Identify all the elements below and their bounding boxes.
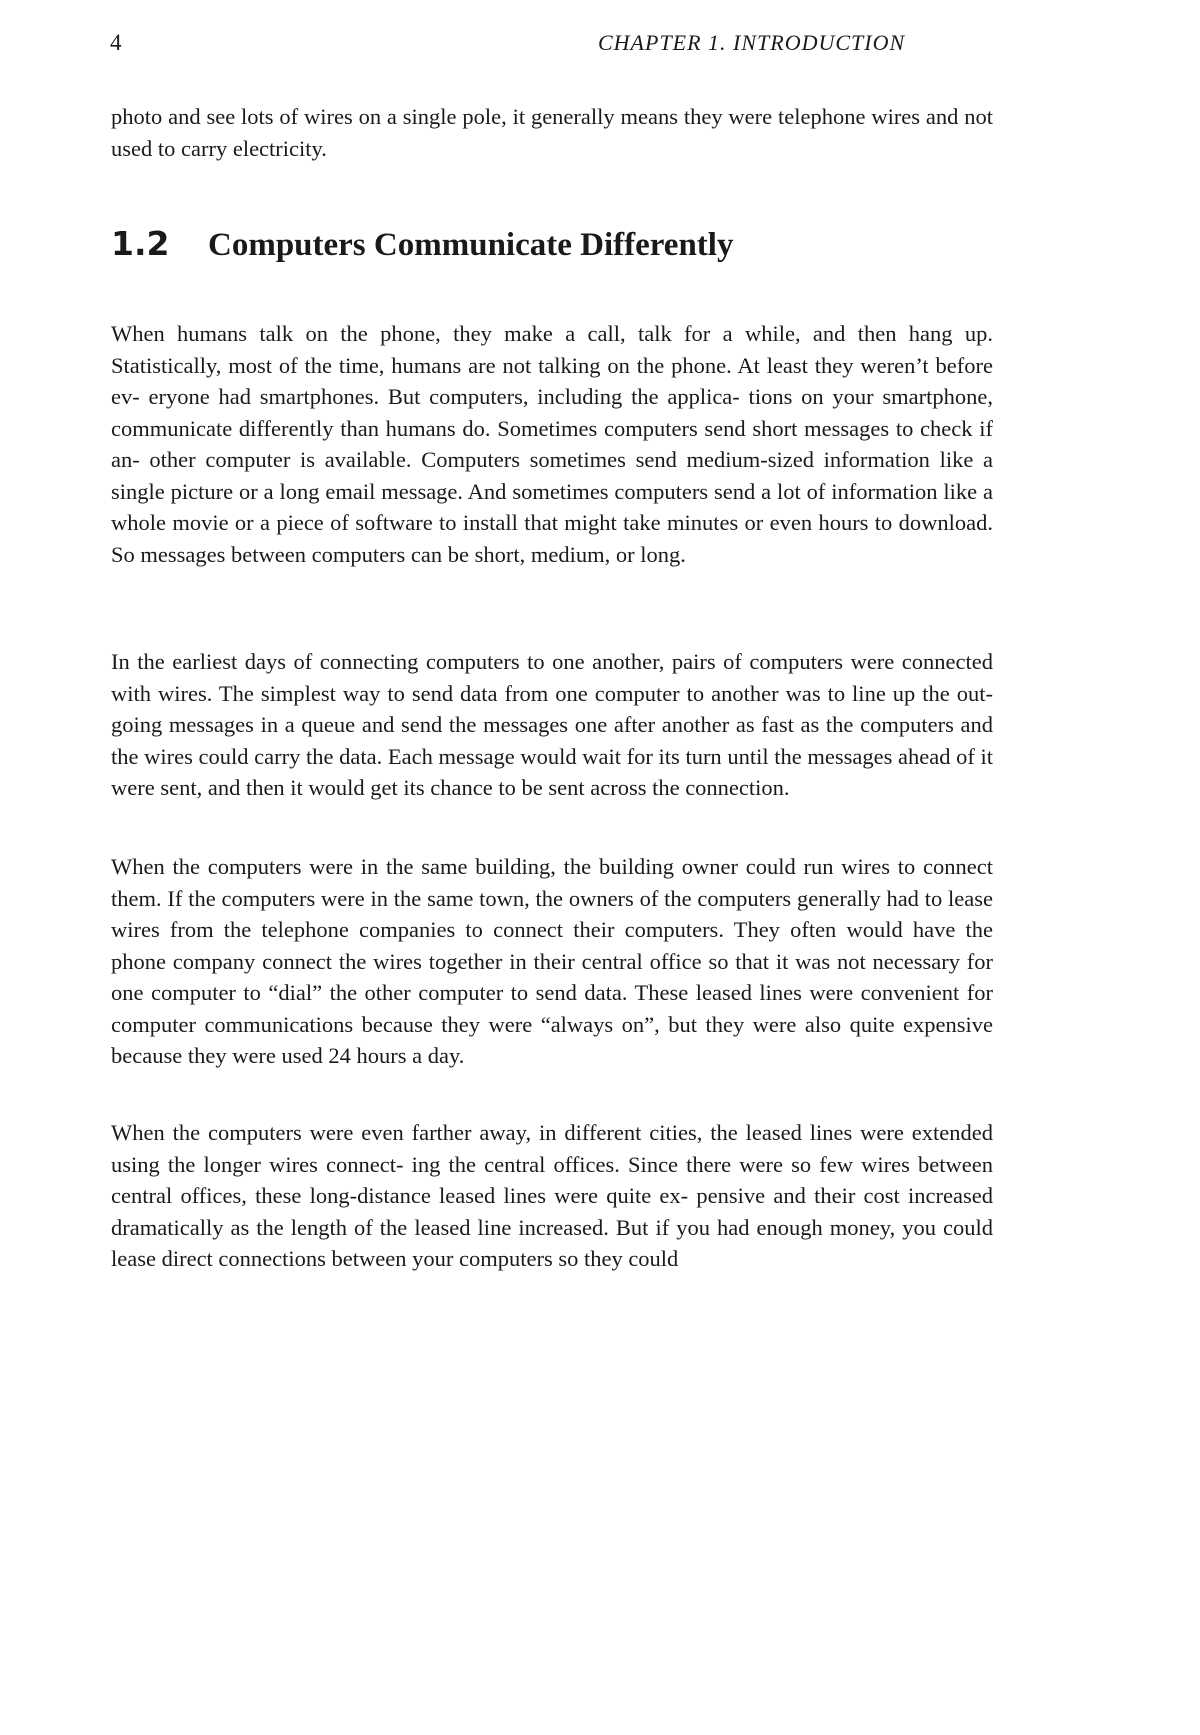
section-number: 1.2 xyxy=(111,224,170,263)
paragraph-earliest-days: In the earliest days of connecting computers to one another, pairs of computers were connected with wires. The simplest way to send data from one computer to another was to line up the out- going messages in a queue and send the messages one after another as fast as the computers and the wires could carry the data. Each message would wait for its turn until the messages ahead of it were sent, and then it would get its chance to be sent across the connection. xyxy=(111,649,993,800)
section-heading xyxy=(111,224,733,264)
section-title: Computers Communicate Differently xyxy=(208,227,734,263)
paragraph-same-building: When the computers were in the same building, the building owner could run wires to connect them. If the computers were in the same town, the owners of the computers generally had to lease wires from the telephone companies to connect their computers. They often would have the phone company connect the wires together in their central office so that it was not necessary for one computer to “dial” the other computer to send data. These leased lines were convenient for computer communications because they were “always on”, but they were also quite expensive because they were used 24 hours a day. xyxy=(111,854,993,1068)
paragraph-different-cities: When the computers were even farther away, in different cities, the leased lines were extended using the longer wires connect- ing the central offices. Since there were so few wires between central offices, these long-distance leased lines were quite ex- pensive and their cost increased dramatically as the length of the leased line increased. But if you had enough money, you could lease direct connections between your computers so they could xyxy=(111,1120,993,1271)
paragraph-humans-phone: When humans talk on the phone, they make a call, talk for a while, and then hang up. Statistically, most of the time, humans are not talking on the phone. At least they weren’t before ev- eryone had smartphones. But computers, including the applica- tions on your smartphone, communicate differently than humans do. Sometimes computers send short messages to check if an- other computer is available. Computers sometimes send medium-sized information like a single picture or a long email message. And sometimes computers send a lot of information like a whole movie or a piece of software to install that might take minutes or even hours to download. So messages between computers can be short, medium, or long. xyxy=(111,321,993,567)
running-head: CHAPTER 1. INTRODUCTION xyxy=(598,30,906,55)
intro-paragraph: photo and see lots of wires on a single pole, it generally means they were telephone wires and not used to carry electricity. xyxy=(111,104,993,161)
page-number: 4 xyxy=(110,30,122,55)
